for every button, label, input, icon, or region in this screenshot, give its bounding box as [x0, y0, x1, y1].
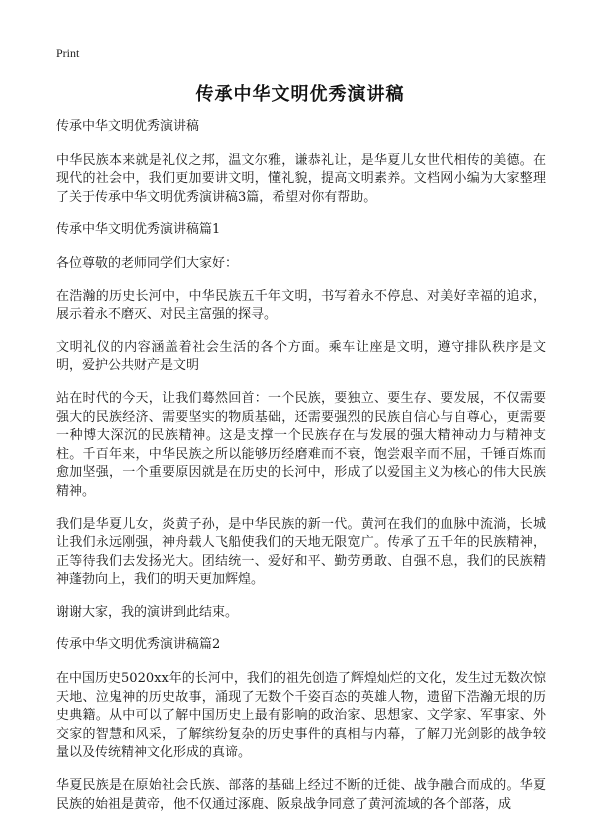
- intro-paragraph: 中华民族本来就是礼仪之邦，温文尔雅，谦恭礼让，是华夏儿女世代相传的美德。在现代的社会中，我们更加要讲文明，懂礼貌，提高文明素养。文档网小编为大家整理了关于传承中华文明优秀演讲稿3篇，希望对你有帮助。: [56, 152, 546, 205]
- document-title: 传承中华文明优秀演讲稿: [195, 84, 405, 105]
- closing-line: 谢谢大家，我的演讲到此结束。: [56, 604, 239, 620]
- print-link[interactable]: Print: [56, 46, 80, 60]
- body-paragraph: 在浩瀚的历史长河中，中华民族五千年文明，书写着永不停息、对美好幸福的追求，展示着永不磨灭、对民主富强的探寻。: [56, 288, 546, 323]
- section-heading-2: 传承中华文明优秀演讲稿篇2: [56, 637, 221, 653]
- body-paragraph: 文明礼仪的内容涵盖着社会生活的各个方面。乘车让座是文明，遵守排队秩序是文明，爱护公共财产是文明: [56, 339, 546, 374]
- body-paragraph: 我们是华夏儿女，炎黄子孙，是中华民族的新一代。黄河在我们的血脉中流淌，长城让我们永远刚强，神舟载人飞船使我们的天地无限宽广。传承了五千年的民族精神，正等待我们去发扬光大。团结统一、爱好和平、勤劳勇敢、自强不息，我们的民族精神蓬勃向上，我们的明天更加辉煌。: [56, 516, 546, 588]
- document-subtitle: 传承中华文明优秀演讲稿: [56, 119, 200, 134]
- document-body: [56, 118, 546, 828]
- body-paragraph: 在中国历史5020xx年的长河中，我们的祖先创造了辉煌灿烂的文化，发生过无数次惊天地、泣鬼神的历史故事，涌现了无数个千姿百态的英雄人物，遗留下浩瀚无垠的历史典籍。从中可以了解中国历史上最有影响的政治家、思想家、文学家、军事家、外交家的智慧和风采，了解缤纷复杂的历史事件的真相与内幕，了解刀光剑影的战争较量以及传统精神文化形成的真谛。: [56, 671, 546, 761]
- body-paragraph: 站在时代的今天，让我们蓦然回首：一个民族，要独立、要生存、要发展，不仅需要强大的民族经济、需要坚实的物质基础，还需要强烈的民族自信心与自尊心，更需要一种博大深沉的民族精神。这是支撑一个民族存在与发展的强大精神动力与精神支柱。千百年来，中华民族之所以能够历经磨难而不衰，饱尝艰辛而不屈，千锤百炼而愈加坚强，一个重要原因就是在历史的长河中，形成了以爱国主义为核心的伟大民族精神。: [56, 390, 546, 499]
- body-paragraph: 华夏民族是在原始社会氏族、部落的基础上经过不断的迁徙、战争融合而成的。华夏民族的始祖是黄帝，他不仅通过涿鹿、阪泉战争同意了黄河流域的各个部落，成: [56, 778, 546, 812]
- section-heading-1: 传承中华文明优秀演讲稿篇1: [56, 222, 221, 238]
- salutation: 各位尊敬的老师同学们大家好：: [56, 255, 239, 271]
